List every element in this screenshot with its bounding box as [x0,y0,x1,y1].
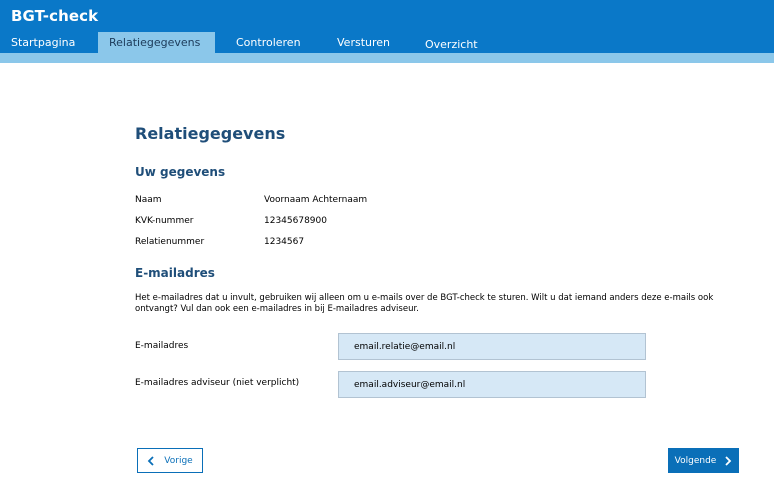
value-naam: Voornaam Achternaam [264,195,368,205]
tab-versturen[interactable]: Versturen [337,36,390,49]
email-adviseur-input[interactable] [338,371,646,398]
label-email-adviseur: E-mailadres adviseur (niet verplicht) [135,378,300,388]
label-email: E-mailadres [135,341,189,351]
chevron-left-icon [147,456,155,466]
next-button[interactable] [668,448,739,473]
tab-controleren[interactable]: Controleren [236,36,301,49]
previous-button[interactable] [137,448,203,473]
label-naam: Naam [135,195,162,205]
tab-startpagina[interactable]: Startpagina [11,36,76,49]
email-input[interactable] [338,333,646,360]
label-relatienummer: Relatienummer [135,237,205,247]
value-relatienummer: 1234567 [264,237,305,247]
value-kvk-nummer: 12345678900 [264,216,327,226]
top-header [0,0,774,53]
email-description: Het e-mailadres dat u invult, gebruiken wij alleen om u e-mails over de BGT-check te sturen. Wilt u dat iemand anders deze e-mails ook ontvangt? Vul dan ook een e-mailadres in bij E-mailadres adviseur. [135,293,714,314]
section-heading-your-details: Uw gegevens [135,165,226,179]
tab-relatiegegevens[interactable]: Relatiegegevens [98,32,215,53]
chevron-right-icon [724,456,732,466]
app-title: BGT-check [11,7,99,25]
label-kvk-nummer: KVK-nummer [135,216,194,226]
next-button-label: Volgende [674,455,717,466]
nav-subbar [0,53,774,63]
page-title: Relatiegegevens [135,124,286,143]
tab-overzicht[interactable]: Overzicht [425,38,478,51]
previous-button-label: Vorige [164,455,193,466]
section-heading-email: E-mailadres [135,266,215,280]
